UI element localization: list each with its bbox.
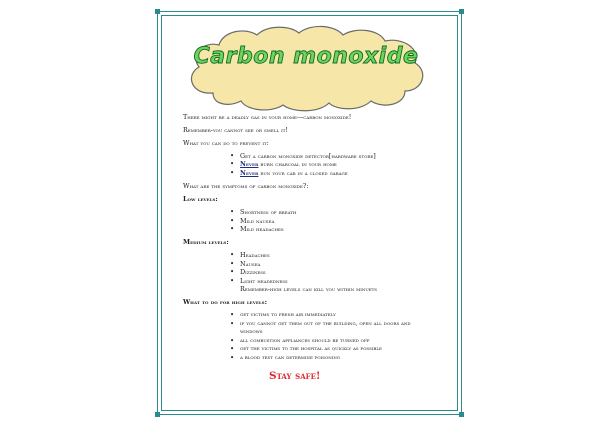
border-corner-ornament [459,412,464,417]
prevent-item [240,169,443,177]
symptom-item: • Nausea [240,260,443,268]
border-corner-ornament [155,9,160,14]
prevent-item-text: run your car in a closed garage [258,168,348,177]
symptom-item: • Shortness of breath [240,208,443,216]
action-item: • get victims to fresh air immediately [240,311,443,319]
page-title: Carbon monoxide [193,44,419,69]
prevent-heading: What you can do to prevent it: [183,139,269,147]
prevent-list [183,152,443,177]
high-levels-warning: Remember-high levels can kill you within minuets [240,285,378,294]
low-levels-heading: Low levels: [183,195,218,204]
document-body [183,113,443,367]
symptoms-heading: What are the symptoms of carbon monoxide?: [183,182,309,191]
closing-message: Stay safe! [269,370,321,382]
symptom-item: • Headaches [240,251,443,259]
prevent-item [240,160,443,168]
intro-line: There might be a deadly gas in your home—carbon monoxide! [183,113,352,121]
high-levels-heading: What to do for high levels: [183,298,267,307]
symptom-item: • Mild nausea [240,217,443,225]
never-emphasis: Never [240,160,259,169]
action-item: • if you cannot get them out of the building, open all doors and windows [240,320,425,337]
border-corner-ornament [155,412,160,417]
high-levels-list [183,311,443,361]
symptom-item: • Light headedness [240,277,443,285]
medium-levels-heading: Medium levels: [183,238,229,247]
prevent-item-text: burn charcoal in your home [258,160,337,169]
symptom-item: • Dizziness [240,268,443,276]
border-corner-ornament [459,9,464,14]
prevent-item-text: Get a carbon monoxide detector[hardware store] [240,152,376,160]
medium-levels-list [183,251,443,293]
prevent-item [240,152,443,160]
action-item: • all combustion appliances should be turned off [240,337,443,345]
symptom-item: • Mild headaches [240,225,443,233]
intro-reminder: Remember-you cannot see or smell it! [183,126,288,134]
action-item: • a blood test can determine poisoning [240,354,443,362]
never-emphasis: Never [240,168,259,177]
low-levels-list [183,208,443,233]
action-item: • get the victims to the hospital as quickly as possible [240,345,443,353]
